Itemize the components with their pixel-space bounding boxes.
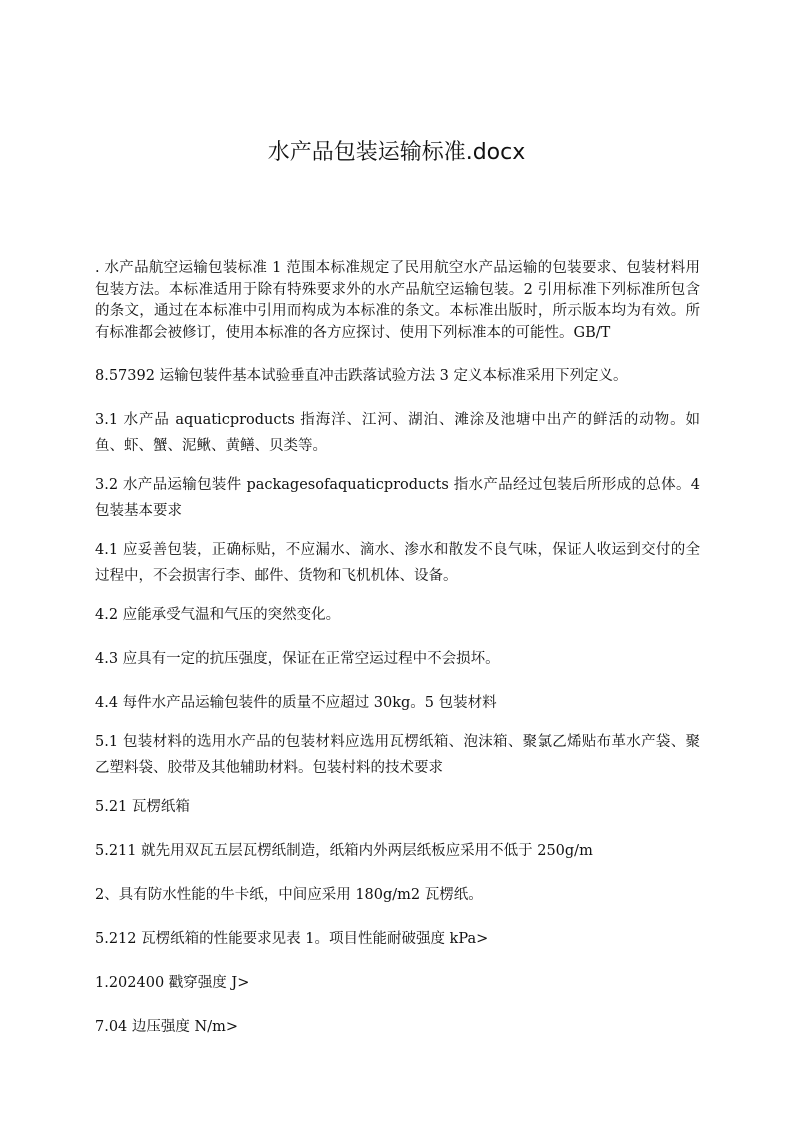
paragraph-intro: . 水产品航空运输包装标准 1 范围本标准规定了民用航空水产品运输的包装要求、包装材料用包装方法。本标准适用于除有特殊要求外的水产品航空运输包装。2 引用标准下列标准所包含的条文，通过在本标准中引用而构成为本标准的条文。本标准出版时，所示版本均为有效。所有标准都会被修订，使用本标准的各方应探讨、使用下列标准本的可能性。GB/T <box>95 260 700 341</box>
paragraph: 1.202400 戳穿强度 J> <box>95 975 250 991</box>
paragraph: 3.1 水产品 aquaticproducts 指海洋、江河、湖泊、滩涂及池塘中出产的鲜活的动物。如鱼、虾、蟹、泥鳅、黄鳝、贝类等。 <box>95 412 700 454</box>
paragraph: 2、具有防水性能的牛卡纸，中间应采用 180g/m2 瓦楞纸。 <box>95 887 483 903</box>
paragraph: 3.2 水产品运输包装件 packagesofaquaticproducts 指水产品经过包装后所形成的总体。4 包装基本要求 <box>95 477 700 519</box>
paragraph: 5.212 瓦楞纸箱的性能要求见表 1。项目性能耐破强度 kPa> <box>95 931 489 947</box>
paragraph: 4.1 应妥善包装，正确标贴，不应漏水、滴水、渗水和散发不良气味，保证人收运到交付的全过程中，不会损害行李、邮件、货物和飞机机体、设备。 <box>95 542 700 584</box>
document-body <box>95 258 700 1058</box>
paragraph: 5.211 就先用双瓦五层瓦楞纸制造，纸箱内外两层纸板应采用不低于 250g/m <box>95 843 593 859</box>
document-title: 水产品包装运输标准.docx <box>267 140 526 165</box>
paragraph: 5.21 瓦楞纸箱 <box>95 799 190 815</box>
paragraph: 7.04 边压强度 N/m> <box>95 1019 238 1035</box>
paragraph: 8.57392 运输包装件基本试验垂直冲击跌落试验方法 3 定义本标准采用下列定义。 <box>95 368 628 384</box>
paragraph: 4.3 应具有一定的抗压强度，保证在正常空运过程中不会损坏。 <box>95 651 500 667</box>
paragraph: 4.2 应能承受气温和气压的突然变化。 <box>95 607 341 623</box>
paragraph: 5.1 包装材料的选用水产品的包装材料应选用瓦楞纸箱、泡沫箱、聚氯乙烯贴布革水产袋、聚乙塑料袋、胶带及其他辅助材料。包装村料的技术要求 <box>95 734 700 776</box>
paragraph: 4.4 每件水产品运输包装件的质量不应超过 30kg。5 包装材料 <box>95 695 497 711</box>
